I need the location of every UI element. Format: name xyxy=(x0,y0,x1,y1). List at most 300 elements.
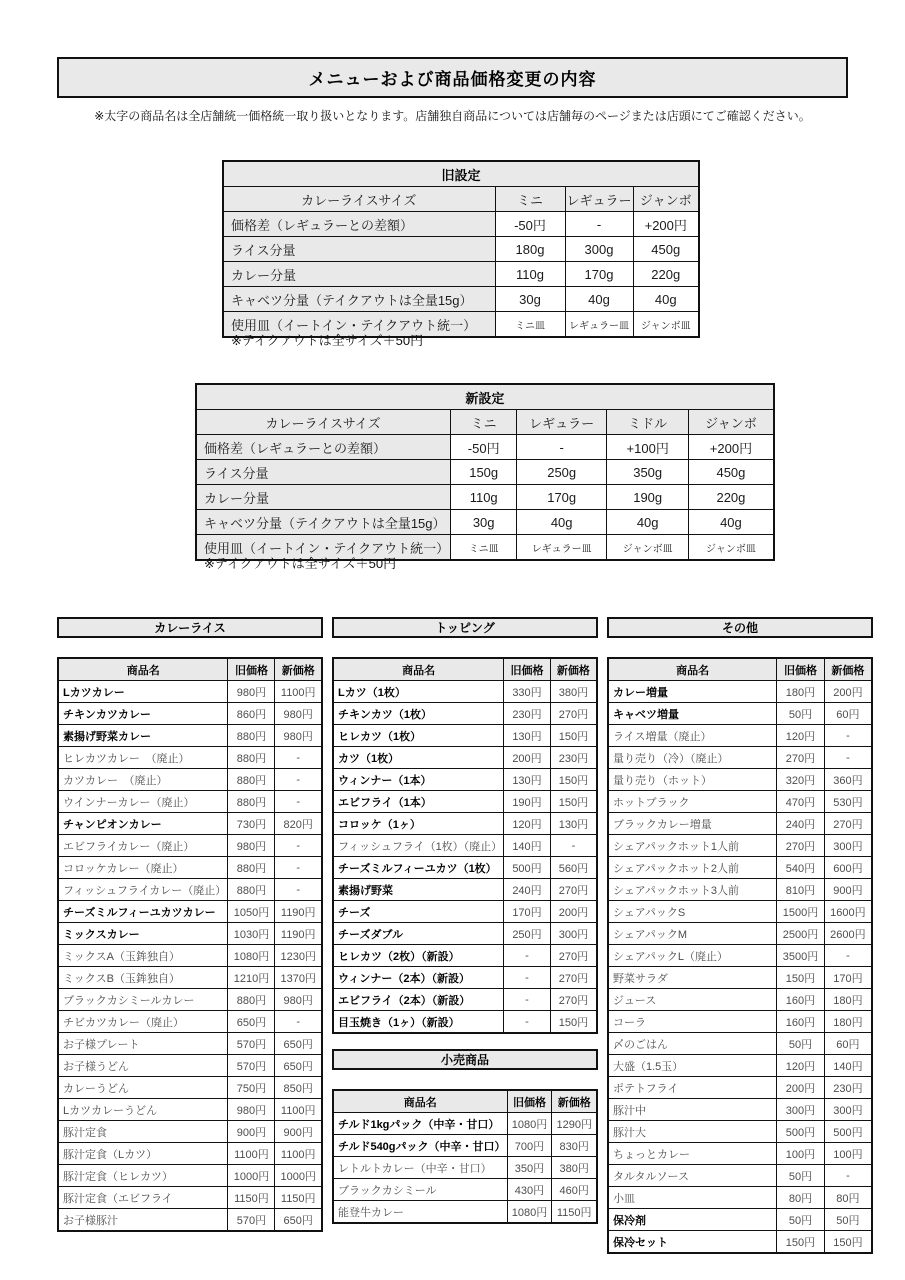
old-price-cell: - xyxy=(504,945,551,967)
table-row xyxy=(333,879,597,901)
price-table-header-row xyxy=(333,658,597,681)
table-row xyxy=(58,1011,322,1033)
old-price-cell: 880円 xyxy=(228,857,275,879)
table-row xyxy=(333,1011,597,1034)
new-settings-table xyxy=(195,383,775,561)
old-price-cell: 1000円 xyxy=(228,1165,275,1187)
old-price-cell: 810円 xyxy=(777,879,825,901)
product-name-cell: チルド540gパック（中辛・甘口） xyxy=(333,1135,507,1157)
old-settings-section xyxy=(222,160,700,338)
row-label: カレー分量 xyxy=(223,262,495,287)
row-value: ジャンボ皿 xyxy=(633,312,699,338)
old-price-cell: 1050円 xyxy=(228,901,275,923)
section-title: 小売商品 xyxy=(440,1053,489,1067)
new-price-cell: 150円 xyxy=(550,1011,597,1034)
old-price-cell: - xyxy=(504,967,551,989)
product-name-cell: 大盛（1.5玉） xyxy=(608,1055,777,1077)
table-row xyxy=(608,769,872,791)
section-title: カレーライス xyxy=(154,621,226,635)
table-row xyxy=(333,989,597,1011)
product-name-cell: 素揚げ野菜 xyxy=(333,879,504,901)
product-name-cell: ライス増量（廃止） xyxy=(608,725,777,747)
new-price-cell: 820円 xyxy=(275,813,322,835)
column-header: 新価格 xyxy=(275,658,322,681)
size-table-title-row xyxy=(223,161,699,187)
table-row xyxy=(608,945,872,967)
old-price-cell: 120円 xyxy=(504,813,551,835)
column-header: ジャンボ xyxy=(689,410,774,435)
table-row xyxy=(58,703,322,725)
row-label: 使用皿（イートイン・テイクアウト統一） xyxy=(223,312,495,338)
retail-price-table xyxy=(332,1089,598,1224)
column-header: 商品名 xyxy=(58,658,228,681)
new-price-cell: 170円 xyxy=(824,967,872,989)
old-price-cell: 500円 xyxy=(504,857,551,879)
new-price-cell: 980円 xyxy=(275,725,322,747)
product-name-cell: カツカレー （廃止） xyxy=(58,769,228,791)
old-price-cell: - xyxy=(504,1011,551,1034)
table-row xyxy=(608,835,872,857)
old-price-cell: 230円 xyxy=(504,703,551,725)
product-name-cell: チャンピオンカレー xyxy=(58,813,228,835)
new-price-cell: 150円 xyxy=(550,769,597,791)
new-price-cell: - xyxy=(824,945,872,967)
table-row xyxy=(608,1231,872,1254)
table-row xyxy=(196,510,774,535)
new-price-cell: 1290円 xyxy=(552,1113,597,1135)
new-price-cell: 980円 xyxy=(275,703,322,725)
table-row xyxy=(608,1121,872,1143)
new-price-cell: 50円 xyxy=(824,1209,872,1231)
row-value: 450g xyxy=(689,460,774,485)
new-price-cell: 230円 xyxy=(824,1077,872,1099)
size-table-title-row xyxy=(196,384,774,410)
old-price-cell: 730円 xyxy=(228,813,275,835)
row-label: 価格差（レギュラーとの差額） xyxy=(196,435,451,460)
old-price-cell: 300円 xyxy=(777,1099,825,1121)
table-row xyxy=(333,747,597,769)
table-row xyxy=(608,1077,872,1099)
row-value: 150g xyxy=(451,460,517,485)
product-name-cell: ウインナーカレー（廃止） xyxy=(58,791,228,813)
column-header: 旧価格 xyxy=(228,658,275,681)
table-row xyxy=(58,967,322,989)
row-value: 220g xyxy=(689,485,774,510)
product-name-cell: 豚汁定食（Lカツ） xyxy=(58,1143,228,1165)
table-row xyxy=(608,879,872,901)
product-name-cell: ヒレカツカレー （廃止） xyxy=(58,747,228,769)
product-name-cell: お子様豚汁 xyxy=(58,1209,228,1232)
table-row xyxy=(608,1011,872,1033)
old-price-cell: 50円 xyxy=(777,1033,825,1055)
size-table-header-row xyxy=(223,187,699,212)
old-price-cell: 430円 xyxy=(507,1179,552,1201)
table-row xyxy=(333,1157,597,1179)
new-price-cell: 230円 xyxy=(550,747,597,769)
row-value: -50円 xyxy=(495,212,565,237)
section-header-curry-rice xyxy=(57,617,323,638)
old-price-cell: 880円 xyxy=(228,989,275,1011)
others-section xyxy=(607,617,873,1254)
old-price-cell: 1080円 xyxy=(507,1113,552,1135)
old-price-cell: 700円 xyxy=(507,1135,552,1157)
old-price-cell: 1210円 xyxy=(228,967,275,989)
topping-price-table xyxy=(332,657,598,1034)
table-row xyxy=(608,703,872,725)
new-price-cell: 270円 xyxy=(550,879,597,901)
row-value: 40g xyxy=(565,287,633,312)
row-value: 40g xyxy=(607,510,689,535)
product-name-cell: カツ（1枚） xyxy=(333,747,504,769)
table-row xyxy=(58,681,322,703)
old-price-cell: 860円 xyxy=(228,703,275,725)
product-name-cell: チビカツカレー（廃止） xyxy=(58,1011,228,1033)
old-price-cell: 200円 xyxy=(504,747,551,769)
row-value: 170g xyxy=(565,262,633,287)
old-price-cell: 540円 xyxy=(777,857,825,879)
new-price-cell: 500円 xyxy=(824,1121,872,1143)
new-price-cell: - xyxy=(275,791,322,813)
product-name-cell: 豚汁定食（ヒレカツ） xyxy=(58,1165,228,1187)
new-price-cell: 650円 xyxy=(275,1055,322,1077)
column-header: 旧価格 xyxy=(507,1090,552,1113)
new-price-cell: 60円 xyxy=(824,1033,872,1055)
row-value: レギュラー皿 xyxy=(517,535,607,561)
table-row xyxy=(58,857,322,879)
table-row xyxy=(58,1165,322,1187)
new-price-cell: 1150円 xyxy=(552,1201,597,1224)
column-header: レギュラー xyxy=(517,410,607,435)
new-price-cell: 900円 xyxy=(824,879,872,901)
product-name-cell: チーズダブル xyxy=(333,923,504,945)
table-row xyxy=(608,1209,872,1231)
product-name-cell: 野菜サラダ xyxy=(608,967,777,989)
section-header-retail xyxy=(332,1049,598,1070)
table-row xyxy=(333,813,597,835)
row-value: 350g xyxy=(607,460,689,485)
old-price-cell: 880円 xyxy=(228,879,275,901)
old-price-cell: - xyxy=(504,989,551,1011)
new-price-cell: 530円 xyxy=(824,791,872,813)
table-row xyxy=(58,1209,322,1232)
size-table-title: 新設定 xyxy=(196,384,774,410)
old-price-cell: 270円 xyxy=(777,747,825,769)
old-price-cell: 330円 xyxy=(504,681,551,703)
table-row xyxy=(608,813,872,835)
product-name-cell: ミックスB（玉鉾独自） xyxy=(58,967,228,989)
product-name-cell: シェアパックホット3人前 xyxy=(608,879,777,901)
new-price-cell: 460円 xyxy=(552,1179,597,1201)
column-header: ジャンボ xyxy=(633,187,699,212)
table-row xyxy=(333,945,597,967)
new-price-cell: 180円 xyxy=(824,989,872,1011)
row-value: ミニ皿 xyxy=(495,312,565,338)
product-name-cell: シェアパックホット1人前 xyxy=(608,835,777,857)
table-row xyxy=(608,1099,872,1121)
table-row xyxy=(58,747,322,769)
new-price-cell: 200円 xyxy=(550,901,597,923)
product-name-cell: お子様うどん xyxy=(58,1055,228,1077)
old-price-cell: 570円 xyxy=(228,1209,275,1232)
new-price-cell: 1230円 xyxy=(275,945,322,967)
table-row xyxy=(333,923,597,945)
product-name-cell: シェアパックS xyxy=(608,901,777,923)
product-name-cell: ブラックカレー増量 xyxy=(608,813,777,835)
table-row xyxy=(608,791,872,813)
product-name-cell: チキンカツカレー xyxy=(58,703,228,725)
product-name-cell: フィッシュフライカレー（廃止） xyxy=(58,879,228,901)
new-price-cell: 830円 xyxy=(552,1135,597,1157)
new-price-cell: 100円 xyxy=(824,1143,872,1165)
curry-rice-price-table xyxy=(57,657,323,1232)
old-settings-table xyxy=(222,160,700,338)
new-settings-footnote: ※テイクアウトは全サイズ＋50円 xyxy=(204,556,397,571)
product-name-cell: シェアパックM xyxy=(608,923,777,945)
table-row xyxy=(58,1143,322,1165)
product-name-cell: ポテトフライ xyxy=(608,1077,777,1099)
row-value: -50円 xyxy=(451,435,517,460)
row-value: 30g xyxy=(451,510,517,535)
product-name-cell: チルド1kgパック（中辛・甘口） xyxy=(333,1113,507,1135)
new-price-cell: - xyxy=(550,835,597,857)
row-value: 40g xyxy=(689,510,774,535)
old-price-cell: 1080円 xyxy=(228,945,275,967)
product-name-cell: Lカツ（1枚） xyxy=(333,681,504,703)
old-price-cell: 880円 xyxy=(228,791,275,813)
table-row xyxy=(608,989,872,1011)
new-price-cell: 270円 xyxy=(824,813,872,835)
new-price-cell: 1190円 xyxy=(275,901,322,923)
row-label: 使用皿（イートイン・テイクアウト統一） xyxy=(196,535,451,561)
product-name-cell: Lカツカレー xyxy=(58,681,228,703)
old-price-cell: 240円 xyxy=(777,813,825,835)
old-price-cell: 100円 xyxy=(777,1143,825,1165)
new-price-cell: 1600円 xyxy=(824,901,872,923)
table-row xyxy=(58,1033,322,1055)
row-value: 40g xyxy=(633,287,699,312)
page-title: メニューおよび商品価格変更の内容 xyxy=(308,70,597,89)
new-price-cell: 140円 xyxy=(824,1055,872,1077)
old-price-cell: 190円 xyxy=(504,791,551,813)
table-row xyxy=(223,287,699,312)
row-value: 250g xyxy=(517,460,607,485)
old-price-cell: 570円 xyxy=(228,1055,275,1077)
old-price-cell: 880円 xyxy=(228,725,275,747)
row-value: 190g xyxy=(607,485,689,510)
row-value: 110g xyxy=(495,262,565,287)
new-price-cell: 150円 xyxy=(824,1231,872,1254)
table-row xyxy=(196,460,774,485)
column-header: レギュラー xyxy=(565,187,633,212)
product-name-cell: ブラックカシミール xyxy=(333,1179,507,1201)
new-price-cell: 360円 xyxy=(824,769,872,791)
old-price-cell: 980円 xyxy=(228,1099,275,1121)
column-header: カレーライスサイズ xyxy=(223,187,495,212)
old-price-cell: 130円 xyxy=(504,725,551,747)
product-name-cell: 豚汁定食（エビフライ xyxy=(58,1187,228,1209)
new-price-cell: 380円 xyxy=(550,681,597,703)
curry-rice-section xyxy=(57,617,323,1232)
others-price-table xyxy=(607,657,873,1254)
old-price-cell: 80円 xyxy=(777,1187,825,1209)
new-price-cell: 1190円 xyxy=(275,923,322,945)
product-name-cell: ジュース xyxy=(608,989,777,1011)
new-price-cell: - xyxy=(824,725,872,747)
old-price-cell: 980円 xyxy=(228,681,275,703)
section-header-topping xyxy=(332,617,598,638)
product-name-cell: チーズミルフィーユカツカレー xyxy=(58,901,228,923)
old-price-cell: 500円 xyxy=(777,1121,825,1143)
column-header: 新価格 xyxy=(552,1090,597,1113)
table-row xyxy=(58,879,322,901)
column-header: 旧価格 xyxy=(504,658,551,681)
column-header: ミニ xyxy=(451,410,517,435)
product-name-cell: チキンカツ（1枚） xyxy=(333,703,504,725)
table-row xyxy=(333,681,597,703)
product-name-cell: エビフライカレー（廃止） xyxy=(58,835,228,857)
new-price-cell: 200円 xyxy=(824,681,872,703)
section-header-others xyxy=(607,617,873,638)
old-price-cell: 2500円 xyxy=(777,923,825,945)
new-price-cell: - xyxy=(275,879,322,901)
row-label: キャベツ分量（テイクアウトは全量15g） xyxy=(223,287,495,312)
new-price-cell: - xyxy=(275,857,322,879)
table-row xyxy=(58,923,322,945)
old-price-cell: 200円 xyxy=(777,1077,825,1099)
table-row xyxy=(608,1143,872,1165)
new-price-cell: 180円 xyxy=(824,1011,872,1033)
row-value: - xyxy=(565,212,633,237)
product-name-cell: ウィンナー（2本）（新設） xyxy=(333,967,504,989)
new-price-cell: 270円 xyxy=(550,703,597,725)
table-row xyxy=(333,967,597,989)
row-value: ジャンボ皿 xyxy=(607,535,689,561)
column-header: カレーライスサイズ xyxy=(196,410,451,435)
size-table-title: 旧設定 xyxy=(223,161,699,187)
table-row xyxy=(333,703,597,725)
new-price-cell: - xyxy=(824,1165,872,1187)
column-header: 旧価格 xyxy=(777,658,825,681)
new-price-cell: - xyxy=(824,747,872,769)
table-row xyxy=(223,262,699,287)
product-name-cell: 能登牛カレー xyxy=(333,1201,507,1224)
price-table-header-row xyxy=(608,658,872,681)
product-name-cell: 豚汁大 xyxy=(608,1121,777,1143)
row-value: 40g xyxy=(517,510,607,535)
old-price-cell: 50円 xyxy=(777,1165,825,1187)
row-value: ジャンボ皿 xyxy=(689,535,774,561)
page-note: ※太字の商品名は全店舗統一価格統一取り扱いとなります。店舗独自商品については店舗毎のページまたは店頭にてご確認ください。 xyxy=(94,109,811,123)
table-row xyxy=(333,1113,597,1135)
table-row xyxy=(58,835,322,857)
new-price-cell: 650円 xyxy=(275,1209,322,1232)
new-price-cell: 270円 xyxy=(550,945,597,967)
price-table-header-row xyxy=(333,1090,597,1113)
table-row xyxy=(58,1099,322,1121)
column-header: ミドル xyxy=(607,410,689,435)
table-row xyxy=(58,769,322,791)
old-price-cell: 1100円 xyxy=(228,1143,275,1165)
new-price-cell: 300円 xyxy=(824,835,872,857)
row-value: - xyxy=(517,435,607,460)
row-value: +100円 xyxy=(607,435,689,460)
new-price-cell: 1370円 xyxy=(275,967,322,989)
old-price-cell: 350円 xyxy=(507,1157,552,1179)
old-price-cell: 320円 xyxy=(777,769,825,791)
old-price-cell: 900円 xyxy=(228,1121,275,1143)
row-label: ライス分量 xyxy=(196,460,451,485)
old-price-cell: 650円 xyxy=(228,1011,275,1033)
table-row xyxy=(58,945,322,967)
product-name-cell: カレー増量 xyxy=(608,681,777,703)
old-price-cell: 750円 xyxy=(228,1077,275,1099)
column-header: 新価格 xyxy=(550,658,597,681)
row-label: ライス分量 xyxy=(223,237,495,262)
table-row xyxy=(608,1165,872,1187)
new-price-cell: 2600円 xyxy=(824,923,872,945)
product-name-cell: 豚汁定食 xyxy=(58,1121,228,1143)
product-name-cell: チーズ xyxy=(333,901,504,923)
new-price-cell: 900円 xyxy=(275,1121,322,1143)
column-header: 商品名 xyxy=(333,658,504,681)
product-name-cell: ミックスA（玉鉾独自） xyxy=(58,945,228,967)
old-price-cell: 140円 xyxy=(504,835,551,857)
row-label: キャベツ分量（テイクアウトは全量15g） xyxy=(196,510,451,535)
old-price-cell: 130円 xyxy=(504,769,551,791)
product-name-cell: 保冷剤 xyxy=(608,1209,777,1231)
old-price-cell: 170円 xyxy=(504,901,551,923)
table-row xyxy=(333,901,597,923)
new-price-cell: 130円 xyxy=(550,813,597,835)
table-row xyxy=(608,967,872,989)
product-name-cell: コーラ xyxy=(608,1011,777,1033)
old-price-cell: 880円 xyxy=(228,769,275,791)
old-price-cell: 120円 xyxy=(777,1055,825,1077)
new-price-cell: 60円 xyxy=(824,703,872,725)
old-price-cell: 50円 xyxy=(777,703,825,725)
row-value: +200円 xyxy=(633,212,699,237)
row-value: レギュラー皿 xyxy=(565,312,633,338)
product-name-cell: ミックスカレー xyxy=(58,923,228,945)
table-row xyxy=(58,901,322,923)
row-label: カレー分量 xyxy=(196,485,451,510)
product-name-cell: エビフライ（1本） xyxy=(333,791,504,813)
table-row xyxy=(333,1135,597,1157)
product-name-cell: 保冷セット xyxy=(608,1231,777,1254)
new-price-cell: 300円 xyxy=(824,1099,872,1121)
row-value: ミニ皿 xyxy=(451,535,517,561)
table-row xyxy=(223,212,699,237)
row-value: 450g xyxy=(633,237,699,262)
old-settings-footnote: ※テイクアウトは全サイズ＋50円 xyxy=(231,333,424,348)
new-price-cell: 560円 xyxy=(550,857,597,879)
product-name-cell: コロッケカレー（廃止） xyxy=(58,857,228,879)
new-price-cell: 1000円 xyxy=(275,1165,322,1187)
page-title-box xyxy=(57,57,848,98)
old-price-cell: 250円 xyxy=(504,923,551,945)
section-title: その他 xyxy=(721,621,758,635)
new-price-cell: - xyxy=(275,769,322,791)
old-price-cell: 270円 xyxy=(777,835,825,857)
table-row xyxy=(58,1121,322,1143)
new-price-cell: 600円 xyxy=(824,857,872,879)
row-value: 180g xyxy=(495,237,565,262)
table-row xyxy=(608,923,872,945)
new-price-cell: 270円 xyxy=(550,967,597,989)
new-price-cell: - xyxy=(275,835,322,857)
product-name-cell: 量り売り（ホット） xyxy=(608,769,777,791)
row-value: 220g xyxy=(633,262,699,287)
